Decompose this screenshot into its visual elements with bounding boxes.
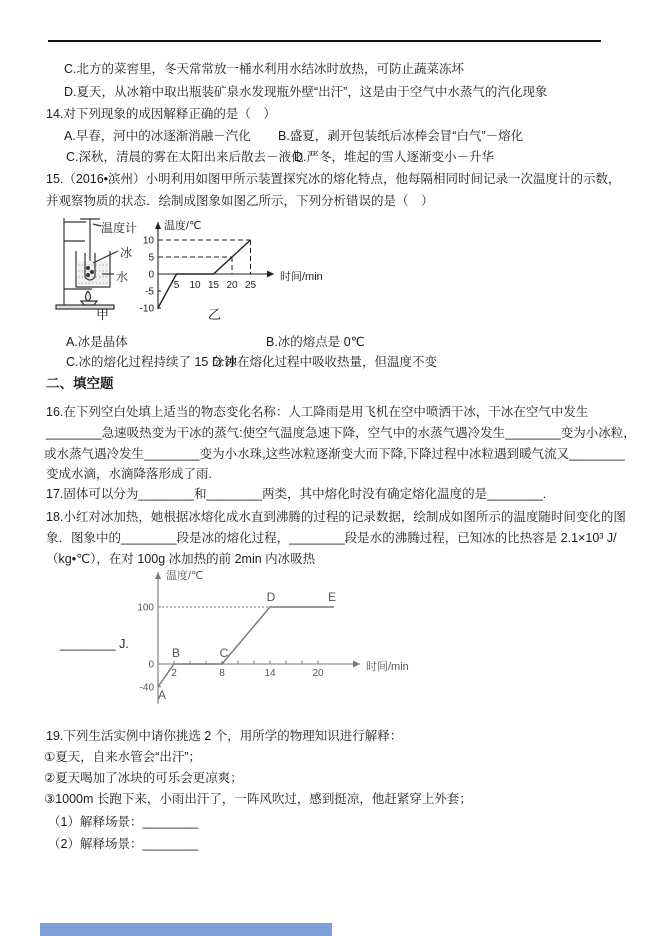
burner-flame (86, 291, 91, 301)
svg-text:20: 20 (312, 668, 324, 679)
apparatus-label-thermometer: 温度计 (101, 221, 138, 235)
section2-title: 二、填空题 (46, 376, 114, 391)
q15-melting-chart (128, 214, 323, 315)
svg-text:15: 15 (207, 280, 220, 291)
svg-text:5: 5 (173, 280, 180, 291)
svg-text:C: C (219, 646, 229, 660)
svg-text:5: 5 (148, 252, 154, 264)
q19-stem: 19.下列生活实例中请你挑选 2 个，用所学的物理知识进行解释： (46, 729, 403, 743)
svg-text:D: D (266, 590, 276, 604)
q19-item3: ③1000m 长跑下来，小雨出汗了，一阵风吹过，感到挺凉，他赶紧穿上外套； (44, 792, 472, 806)
q14-stem: 14.对下列现象的成因解释正确的是（ ） (46, 107, 276, 121)
svg-text:-10: -10 (139, 303, 154, 315)
svg-text:A: A (157, 687, 167, 702)
svg-text:-40: -40 (139, 682, 154, 694)
q15-option-a: A.冰是晶体 (66, 335, 128, 349)
header-rule (48, 40, 601, 42)
svg-text:B: B (171, 646, 181, 660)
q16-line1: 16.在下列空白处填上适当的物态变化名称：人工降雨是用飞机在空中喷洒干冰，干冰在空气中发生 (46, 405, 589, 419)
ice-dot (91, 271, 94, 274)
svg-text:时间/min: 时间/min (280, 271, 323, 283)
q19-item1: ①夏天，自来水管会“出汗”； (44, 750, 202, 764)
q15-stem-line2: 并观察物质的状态．绘制成图象如图乙所示，下列分析错误的是（ ） (46, 194, 434, 208)
q19-answer1: （1）解释场景：________ (48, 815, 199, 829)
figure-caption-right: 乙 (208, 307, 222, 322)
svg-text:0: 0 (148, 269, 154, 281)
q13-option-c: C.北方的菜窖里，冬天常常放一桶水利用水结冰时放热，可防止蔬菜冻坏 (64, 62, 465, 76)
svg-text:20: 20 (226, 280, 238, 291)
q16-line2: ________急速吸热变为干冰的蒸气:使空气温度急速下降，空气中的水蒸气遇冷发生________变为小冰粒， (46, 426, 636, 440)
q15-option-c: C.冰的熔化过程持续了 15 分钟 (66, 355, 237, 369)
svg-text:0: 0 (148, 659, 154, 671)
svg-text:温度/℃: 温度/℃ (166, 570, 204, 582)
q18-line1: 18.小红对冰加热，她根据冰熔化成水直到沸腾的过程的记录数据，绘制成如图所示的温度随时间变化的图 (46, 510, 626, 524)
q15-stem-line1: 15.（2016•滨州）小明利用如图甲所示装置探究冰的熔化特点，他每隔相同时间记录一次温度计的示数， (46, 172, 621, 186)
q16-line4: 变成水滴，水滴降落形成了雨. (46, 467, 212, 481)
burner-base (81, 301, 97, 305)
q18-heating-chart (116, 566, 416, 716)
svg-text:时间/min: 时间/min (366, 661, 409, 673)
q19-item2: ②夏天喝加了冰块的可乐会更凉爽； (44, 771, 243, 785)
q18-blank-joules: ________ J. (60, 637, 129, 651)
q14-option-d: D.严冬，堆起的雪人逐渐变小－升华 (294, 150, 495, 164)
q18-line2: 象．图象中的________段是冰的熔化过程，________段是水的沸腾过程，已知冰的比热容是 2.1×10³ J/ (46, 531, 617, 545)
q13-option-d: D.夏天，从冰箱中取出瓶装矿泉水发现瓶外壁“出汗”，这是由于空气中水蒸气的汽化现象 (64, 85, 548, 99)
thermometer-leader (93, 224, 101, 226)
q16-line3: 或水蒸气遇冷发生________变为小水珠,这些冰粒逐渐变大而下降,下降过程中冰粒遇到暖气流又________ (44, 447, 625, 461)
apparatus-label-water: 水 (116, 270, 129, 284)
q14-option-a: A.早春，河中的冰逐渐消融－汽化 (64, 129, 251, 143)
svg-text:2: 2 (171, 668, 177, 679)
q19-answer2: （2）解释场景：________ (48, 837, 199, 851)
figure-caption-left: 甲 (96, 307, 110, 322)
q15-option-b: B.冰的熔点是 0℃ (266, 335, 365, 349)
svg-text:温度/℃: 温度/℃ (164, 220, 202, 232)
q17-line: 17.固体可以分为________和________两类，其中熔化时没有确定熔化温度的是________. (46, 487, 547, 501)
svg-text:-5: -5 (145, 286, 154, 298)
ice-dot (87, 267, 90, 270)
q15-option-d: D.冰在熔化过程中吸收热量，但温度不变 (212, 355, 438, 369)
svg-text:25: 25 (244, 280, 257, 291)
q14-option-c: C.深秋，清晨的雾在太阳出来后散去－液化 (66, 150, 304, 164)
svg-text:100: 100 (137, 602, 154, 614)
ice-dot (87, 274, 90, 277)
svg-text:10: 10 (189, 280, 201, 291)
svg-text:14: 14 (264, 668, 276, 679)
svg-text:E: E (327, 590, 337, 604)
q18-line3: （kg•℃），在对 100g 冰加热的前 2min 内冰吸热 (46, 552, 316, 566)
svg-text:8: 8 (219, 668, 225, 679)
svg-text:10: 10 (142, 235, 154, 247)
apparatus-label-ice: 冰 (120, 246, 133, 260)
footer-highlight-bar (40, 923, 332, 936)
q14-option-b: B.盛夏，剥开包装纸后冰棒会冒“白气”－熔化 (278, 129, 524, 143)
